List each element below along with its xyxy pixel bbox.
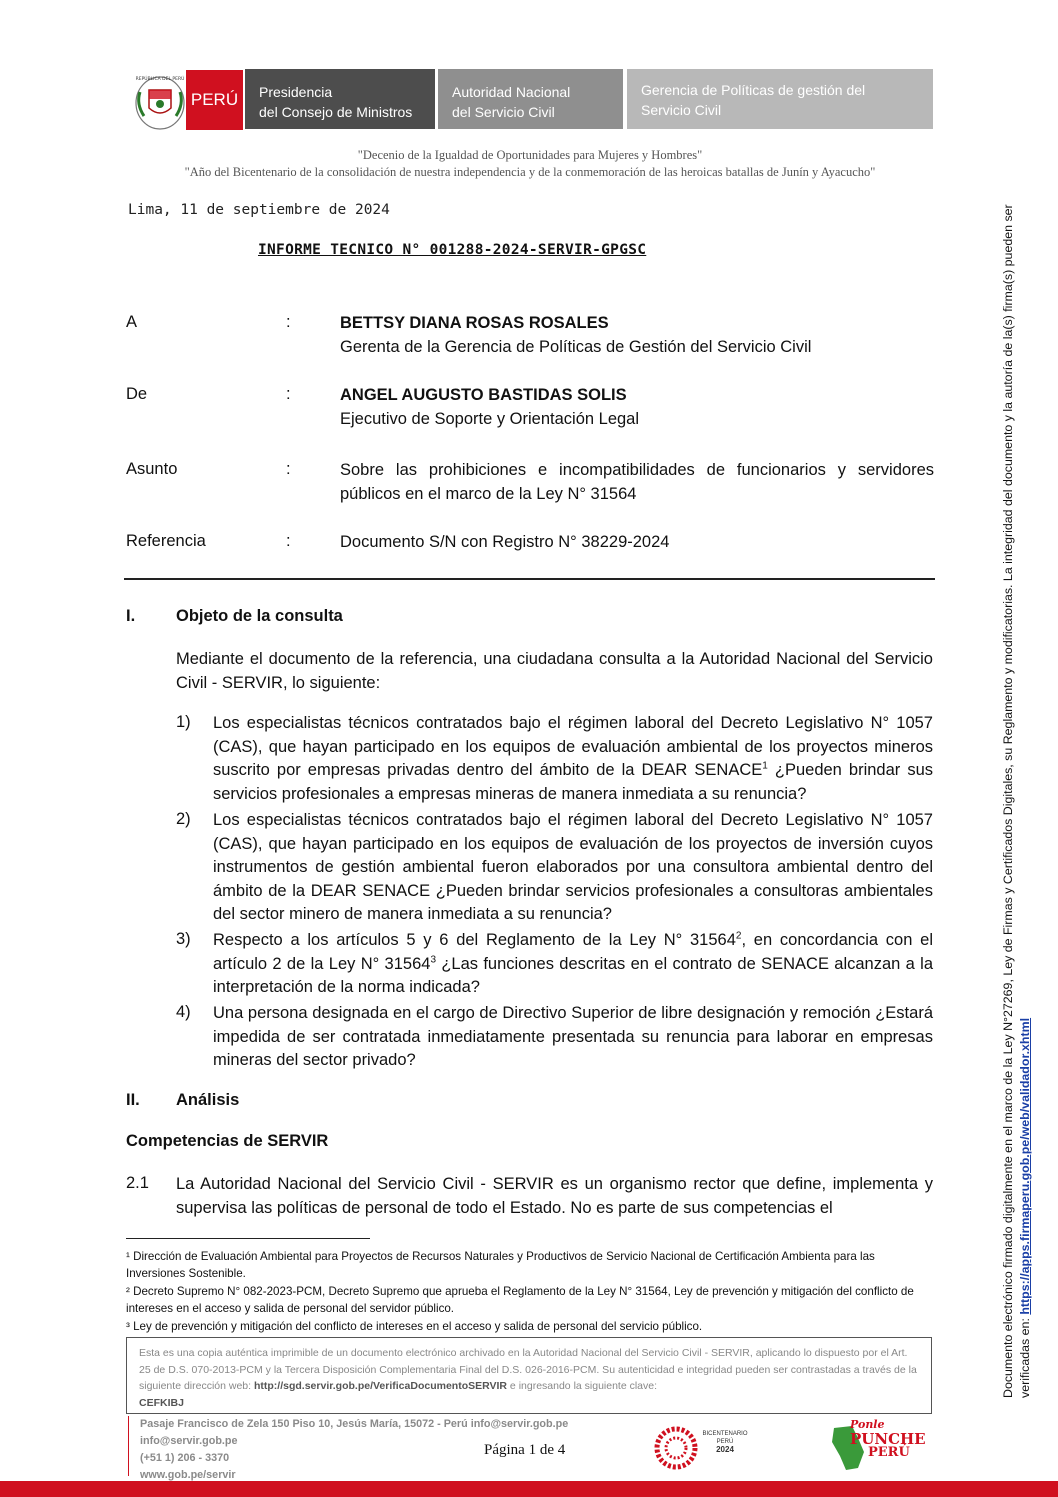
- section2-number: II.: [126, 1091, 140, 1109]
- notice-text-end: e ingresando la siguiente clave:: [507, 1380, 658, 1393]
- item4-text: Una persona designada en el cargo de Directivo Superior de libre designación y remoción ¿Estará impedida de ser contratada inmediatamente presentada su renuncia para laborar en empresas mineras del sector privado?: [213, 1004, 933, 1070]
- authenticity-notice: [126, 1337, 932, 1414]
- from-value: [340, 383, 934, 431]
- document-title: INFORME TECNICO N° 001288-2024-SERVIR-GPGSC: [258, 242, 647, 258]
- motto-line-1: "Decenio de la Igualdad de Oportunidades para Mujeres y Hombres": [357, 148, 703, 162]
- digital-signature-notice: [1000, 178, 1034, 1398]
- item2-number: 2): [176, 810, 191, 828]
- motto-line-2: "Año del Bicentenario de la consolidación de nuestra independencia y de la conmemoración de las heroicas batallas de Junín y Ayacucho": [184, 165, 876, 179]
- footnote-divider: [126, 1238, 370, 1239]
- address-rule: [128, 1416, 129, 1476]
- bicentenario-line2: PERÚ: [716, 1439, 734, 1445]
- validator-link[interactable]: https://apps.firmaperu.gob.pe/web/validador.xhtml: [1018, 1017, 1032, 1315]
- item3-text: [213, 929, 933, 1000]
- coat-of-arms-icon: [132, 70, 188, 130]
- header-box2-line1: Autoridad Nacional: [452, 84, 571, 100]
- header-box-pcm: [245, 69, 435, 129]
- footnote-3: ³ Ley de prevención y mitigación del conflicto de intereses en el acceso y salida de personal del servicio público.: [126, 1320, 703, 1333]
- signature-notice-text: Documento electrónico firmado digitalmente en el marco de la Ley N°27269, Ley de Firmas y Certificados Digitales, su Reglamento y modificatorias. La integridad del documento y la autoría de la(s) firma(s) pueden ser verificadas en:: [1001, 204, 1032, 1398]
- peru-word: PERÚ: [868, 1445, 910, 1460]
- item3-text-a: Respecto a los artículos 5 y 6 del Reglamento de la Ley N° 31564: [213, 931, 736, 949]
- bicentenario-line1: BICENTENARIO: [702, 1431, 748, 1437]
- header-box3-line1: Gerencia de Políticas de gestión del: [641, 82, 866, 98]
- address-line-3: (+51 1) 206 - 3370: [140, 1452, 230, 1464]
- subject-value: Sobre las prohibiciones e incompatibilidades de funcionarios y servidores públicos en el marco de la Ley N° 31564: [340, 461, 934, 503]
- header-box1-line2: del Consejo de Ministros: [259, 104, 413, 120]
- address-line-1: Pasaje Francisco de Zela 150 Piso 10, Jesús María, 15072 - Perú info@servir.gob.pe: [140, 1418, 569, 1430]
- address-line-2: info@servir.gob.pe: [140, 1435, 238, 1447]
- section2-subtitle: Competencias de SERVIR: [126, 1132, 329, 1150]
- bottom-red-bar: [0, 1481, 1058, 1497]
- from-label: De: [126, 385, 148, 403]
- item3-text-c: ¿Las funciones descritas en el contrato de SENACE alcanzan a la interpretación de la norma indicada?: [213, 954, 933, 997]
- header-box-gerencia: [627, 69, 933, 129]
- item3-footnote-ref-3: 3: [430, 954, 436, 966]
- subject-label: Asunto: [126, 460, 178, 478]
- section1-title: Objeto de la consulta: [176, 607, 343, 625]
- ponle-punche-logo: [828, 1418, 924, 1474]
- item1-footnote-ref: 1: [762, 760, 768, 772]
- to-label: A: [126, 313, 138, 331]
- paragraph-2-1-number: 2.1: [126, 1174, 149, 1192]
- bicentenario-icon: [654, 1426, 698, 1470]
- verification-link[interactable]: http://sgd.servir.gob.pe/VerificaDocumentoSERVIR: [253, 1380, 508, 1393]
- footnote-2: ² Decreto Supremo N° 082-2023-PCM, Decreto Supremo que aprueba el Reglamento de la Ley N° 31564, Ley de prevención y mitigación del conflicto de intereses en el acceso y salida de personal del servidor público.: [126, 1285, 914, 1315]
- section1-intro: Mediante el documento de la referencia, una ciudadana consulta a la Autoridad Nacional del Servicio Civil - SERVIR, lo siguiente:: [176, 650, 933, 692]
- country-label: PERÚ: [190, 90, 239, 109]
- bicentenario-line3: 2024: [716, 1445, 734, 1454]
- item3-footnote-ref-2: 2: [735, 930, 742, 942]
- item1-text-a: Los especialistas técnicos contratados bajo el régimen laboral del Decreto Legislativo N° 1057 (CAS), que hayan participado en los equipos de evaluación ambiental de los proyectos mineros suscrito por empresas privadas dentro del ámbito de la DEAR SENACE: [213, 714, 933, 780]
- verification-key: CEFKIBJ: [139, 1396, 184, 1409]
- from-name: ANGEL AUGUSTO BASTIDAS SOLIS: [340, 386, 627, 404]
- to-colon: :: [286, 313, 291, 331]
- country-badge: [186, 70, 243, 130]
- page-number: Página 1 de 4: [484, 1442, 566, 1458]
- punche-word: PUNCHE: [850, 1430, 926, 1448]
- footnote-1: ¹ Dirección de Evaluación Ambiental para Proyectos de Recursos Naturales y Productivos de Servicio Nacional de Certificación Ambienta para las Inversiones Sostenible.: [126, 1250, 875, 1280]
- header-box3-line2: Servicio Civil: [641, 102, 722, 118]
- mottos: [60, 147, 1000, 181]
- seal-text: REPÚBLICA DEL PERÚ: [135, 77, 185, 82]
- item2-text: Los especialistas técnicos contratados bajo el régimen laboral del Decreto Legislativo N° 1057 (CAS), que hayan participado en los equipos de evaluación de los proyectos de inversión cuyos instrumentos de gestión ambiental fueron elaborados por una consultora ambiental dentro del ámbito de la DEAR SENACE ¿Pueden brindar servicios profesionales a consultoras ambientales del sector minero de manera inmediata a su renuncia?: [213, 811, 933, 924]
- item1-text-b: ¿Pueden brindar sus servicios profesionales a empresas mineras de manera inmediata a su renuncia?: [213, 761, 933, 803]
- ref-label: Referencia: [126, 532, 206, 550]
- item4-number: 4): [176, 1003, 191, 1021]
- item3-number: 3): [176, 930, 191, 948]
- item3-text-b: , en concordancia con el artículo 2 de la Ley N° 31564: [213, 931, 933, 973]
- section1-number: I.: [126, 607, 136, 625]
- to-value: [340, 311, 934, 359]
- document-date: Lima, 11 de septiembre de 2024: [128, 202, 390, 218]
- to-role: Gerenta de la Gerencia de Políticas de Gestión del Servicio Civil: [340, 338, 812, 356]
- ref-value: Documento S/N con Registro N° 38229-2024: [340, 533, 670, 551]
- header-logo: [128, 70, 244, 130]
- item1-text: [213, 712, 933, 806]
- header-box2-line2: del Servicio Civil: [452, 104, 555, 120]
- header-divider: [124, 578, 935, 580]
- header-box-servir: [438, 69, 623, 129]
- from-role: Ejecutivo de Soporte y Orientación Legal: [340, 410, 640, 428]
- to-name: BETTSY DIANA ROSAS ROSALES: [340, 314, 609, 332]
- subject-colon: :: [286, 460, 291, 478]
- item1-number: 1): [176, 713, 191, 731]
- notice-text: Esta es una copia auténtica imprimible de un documento electrónico archivado en la Autoridad Nacional del Servicio Civil - SERVIR, aplicando lo dispuesto por el Art. 25 de D.S. 070-2013-PCM y la Tercera Disposición Complementaria Final del D.S. 026-2016-PCM. Su autenticidad e integridad pueden ser contrastadas a través de la siguiente dirección web:: [139, 1347, 917, 1393]
- ref-colon: :: [286, 532, 291, 550]
- address-line-4: www.gob.pe/servir: [140, 1469, 236, 1481]
- from-colon: :: [286, 385, 291, 403]
- ponle-word: Ponle: [850, 1418, 885, 1431]
- bicentenario-logo: [654, 1424, 754, 1474]
- paragraph-2-1: La Autoridad Nacional del Servicio Civil - SERVIR es un organismo rector que define, implementa y supervisa las políticas de personal de todo el Estado. No es parte de sus competencias el: [176, 1175, 933, 1217]
- header-box1-line1: Presidencia: [259, 84, 333, 100]
- section2-title: Análisis: [176, 1091, 240, 1109]
